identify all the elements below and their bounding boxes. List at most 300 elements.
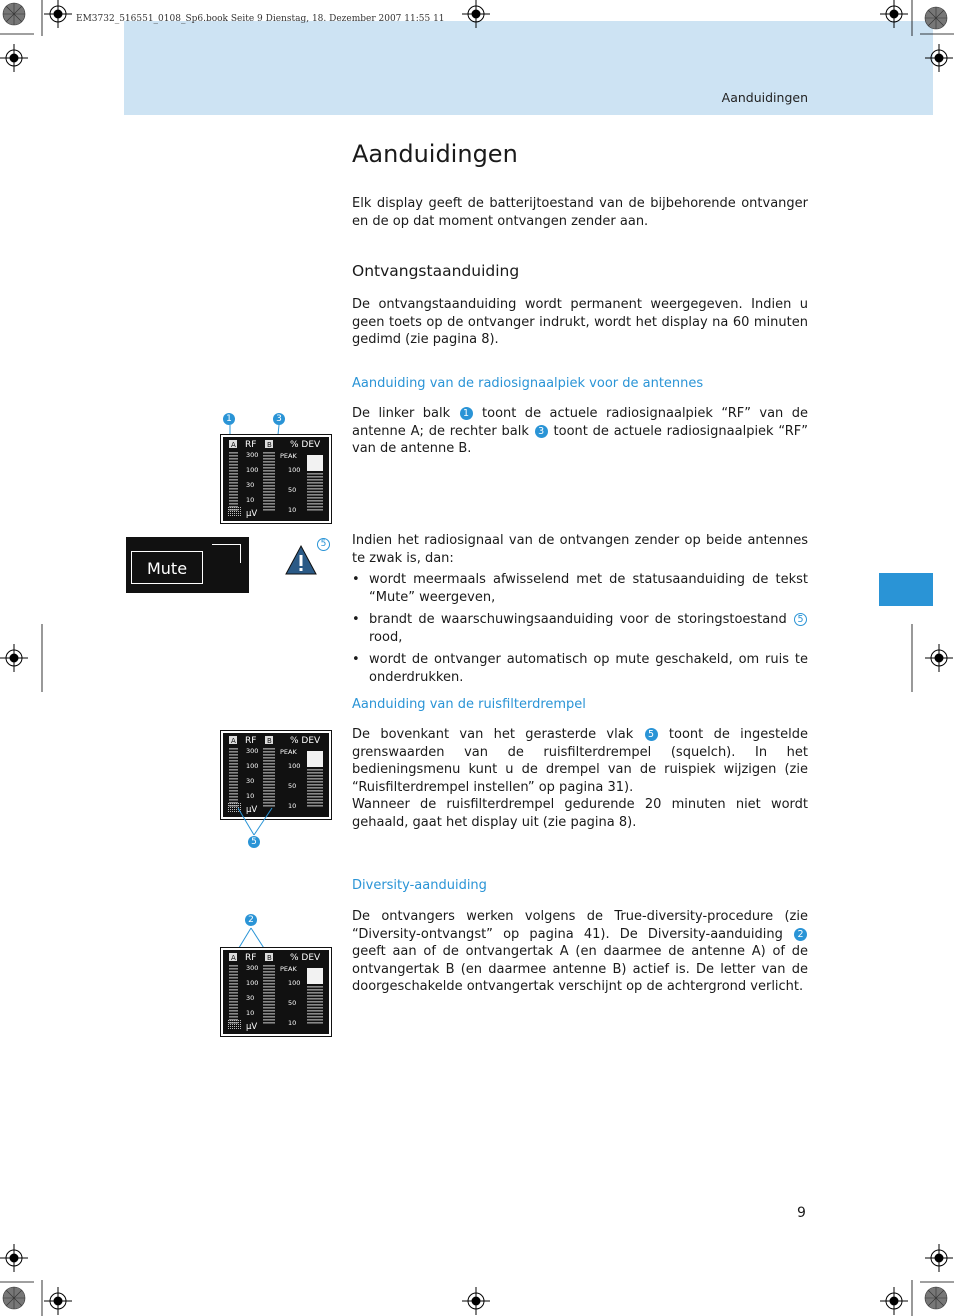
squelch-dot — [234, 1020, 235, 1021]
rf-tick-label: 10 — [246, 1009, 255, 1017]
dev-bar-segment — [307, 479, 323, 481]
rf-tick-label: 30 — [246, 481, 255, 489]
squelch-dot — [240, 807, 241, 808]
rf-bar-a-segment — [229, 500, 238, 502]
squelch-dot — [232, 515, 233, 516]
unit-label: µV — [246, 1022, 258, 1032]
squelch-dot — [234, 509, 235, 510]
rf-bar-a-segment — [229, 799, 238, 801]
squelch-dot — [240, 511, 241, 512]
dev-tick-label: 100 — [288, 979, 301, 987]
rf-bar-b-segment — [263, 455, 275, 457]
dev-bar-segment — [307, 796, 323, 798]
intro-paragraph: Elk display geeft de batterijtoestand van de bijbehorende ontvanger en de op dat moment ontvangen zender aan. — [352, 196, 808, 229]
squelch-dot — [230, 507, 231, 508]
squelch-dot — [234, 803, 235, 804]
rf-bar-b-segment — [263, 995, 275, 997]
dev-bar-segment — [307, 775, 323, 777]
rf-bar-a-segment — [229, 772, 238, 774]
rf-bar-a-segment — [229, 989, 238, 991]
rf-bar-a-segment — [229, 971, 238, 973]
rf-tick-label: 300 — [246, 964, 259, 972]
rf-bar-a-segment — [229, 992, 238, 994]
weak-signal-list — [352, 571, 808, 692]
squelch-dot — [230, 803, 231, 804]
rf-bar-b-segment — [263, 476, 275, 478]
squelch-dot — [228, 1028, 229, 1029]
dev-bar-segment — [307, 485, 323, 487]
callout-5-icon: 5 — [794, 613, 807, 626]
dev-bar-segment — [307, 790, 323, 792]
squelch-dot — [238, 805, 239, 806]
rf-bar-b-segment — [263, 500, 275, 502]
rf-bar-a-segment — [229, 787, 238, 789]
squelch-dot — [228, 809, 229, 810]
dev-bar-segment — [307, 491, 323, 493]
squelch-dot — [236, 515, 237, 516]
squelch-dot — [234, 515, 235, 516]
squelch-dot — [232, 513, 233, 514]
rf-bar-a-segment — [229, 784, 238, 786]
callout-2-icon: 2 — [245, 914, 257, 926]
dev-bar-segment — [307, 787, 323, 789]
squelch-dot — [228, 805, 229, 806]
dev-bar-segment — [307, 802, 323, 804]
rf-bar-b-segment — [263, 784, 275, 786]
rf-bar-a-segment — [229, 796, 238, 798]
squelch-dot — [230, 1024, 231, 1025]
squelch-dot — [232, 511, 233, 512]
rf-bar-a-segment — [229, 778, 238, 780]
rf-bar-a-segment — [229, 995, 238, 997]
squelch-dot — [228, 1022, 229, 1023]
dev-bar-segment — [307, 1022, 323, 1024]
squelch-dot — [234, 507, 235, 508]
rf-label: RF — [245, 440, 257, 450]
dev-bar-segment — [307, 506, 323, 508]
dev-bar-segment — [307, 1001, 323, 1003]
squelch-dot — [230, 509, 231, 510]
callout-1-icon: 1 — [223, 413, 235, 425]
rf-bar-a-segment — [229, 793, 238, 795]
dev-bar-segment — [307, 494, 323, 496]
rf-bar-b-segment — [263, 760, 275, 762]
squelch-dot — [234, 807, 235, 808]
rf-display-figure-1 — [220, 412, 332, 524]
squelch-dot — [236, 507, 237, 508]
callout-2-icon: 2 — [794, 928, 807, 941]
squelch-dot — [234, 811, 235, 812]
dev-label: % DEV — [290, 440, 321, 450]
rf-bar-b-segment — [263, 796, 275, 798]
squelch-dot — [236, 511, 237, 512]
squelch-dot — [240, 1026, 241, 1027]
squelch-dot — [228, 807, 229, 808]
peak-label: PEAK — [280, 965, 297, 973]
page-number: 9 — [797, 1205, 806, 1221]
callout-1-icon: 1 — [460, 407, 473, 420]
squelch-dot — [232, 1024, 233, 1025]
page-title: Aanduidingen — [352, 140, 518, 168]
rf-bar-b-segment — [263, 998, 275, 1000]
rf-label: RF — [245, 736, 257, 746]
squelch-dot — [230, 807, 231, 808]
callout-3-icon: 3 — [273, 413, 285, 425]
rf-bar-b-segment — [263, 461, 275, 463]
dev-bar-segment — [307, 1019, 323, 1021]
squelch-dot — [228, 1024, 229, 1025]
squelch-dot — [238, 1024, 239, 1025]
mute-frame-corner — [212, 544, 241, 563]
dev-bar-segment — [307, 503, 323, 505]
rf-bar-a-segment — [229, 986, 238, 988]
rf-display-figure-2 — [220, 708, 332, 853]
squelch-dot — [236, 513, 237, 514]
rf-bar-b-segment — [263, 757, 275, 759]
dev-bar-segment — [307, 1007, 323, 1009]
rf-bar-a-segment — [229, 977, 238, 979]
squelch-dot — [240, 805, 241, 806]
rf-bar-b-segment — [263, 482, 275, 484]
squelch-dot — [232, 507, 233, 508]
dev-bar-segment — [307, 805, 323, 807]
squelch-dot — [230, 1026, 231, 1027]
rf-bar-b-segment — [263, 775, 275, 777]
rf-bar-a-segment — [229, 461, 238, 463]
rf-bar-b-segment — [263, 470, 275, 472]
rf-bar-a-segment — [229, 1016, 238, 1018]
dev-bar-segment — [307, 995, 323, 997]
dev-bar-segment — [307, 793, 323, 795]
squelch-dot — [236, 811, 237, 812]
squelch-dot — [234, 1022, 235, 1023]
rf-bar-a-segment — [229, 1010, 238, 1012]
squelch-dot — [238, 507, 239, 508]
diversity-paragraph: De ontvangers werken volgens de True-diversity-procedure (zie “Diversity-ontvangst” op pagina 41). De Diversity-aanduiding 2 geeft aan of de ontvangertak A (en daarmee de antenne A) of de ontvangertak B (en daarmee antenne B) actief is. De letter van de doorgeschakelde ontvangertak verschijnt op de achtergrond verlicht. — [352, 909, 808, 995]
callout-5-icon: 5 — [645, 728, 658, 741]
squelch-dot — [232, 1020, 233, 1021]
section-paragraph: De ontvangstaanduiding wordt permanent weergegeven. Indien u geen toets op de ontvanger indrukt, wordt het display na 60 minuten gedimd (zie pagina 8). — [352, 297, 808, 348]
rf-bar-b-segment — [263, 986, 275, 988]
rf-bar-a-segment — [229, 968, 238, 970]
rf-bar-b-segment — [263, 467, 275, 469]
squelch-dot — [228, 1026, 229, 1027]
squelch-dot — [234, 511, 235, 512]
rf-bar-a-segment — [229, 1001, 238, 1003]
rf-bar-b-segment — [263, 799, 275, 801]
dev-bar-segment — [307, 497, 323, 499]
dev-label: % DEV — [290, 736, 321, 746]
rf-bar-b-segment — [263, 748, 275, 750]
list-item: • brandt de waarschuwingsaanduiding voor de storingstoestand 5 rood, — [352, 611, 808, 646]
dev-bar-segment — [307, 1010, 323, 1012]
section-title: Ontvangstaanduiding — [352, 262, 520, 280]
rf-bar-a-segment — [229, 766, 238, 768]
squelch-dot — [230, 1022, 231, 1023]
squelch-dot — [232, 803, 233, 804]
squelch-dot — [234, 513, 235, 514]
dev-bar-segment — [307, 998, 323, 1000]
rf-bar-b-segment — [263, 506, 275, 508]
squelch-dot — [230, 809, 231, 810]
dev-bar-segment — [307, 781, 323, 783]
dev-label: % DEV — [290, 953, 321, 963]
rf-bar-b-segment — [263, 980, 275, 982]
dev-tick-label: 10 — [288, 1019, 297, 1027]
antenna-b-label: B — [267, 441, 272, 449]
rf-bar-b-segment — [263, 509, 275, 511]
peak-box — [307, 751, 323, 767]
squelch-dot — [238, 1020, 239, 1021]
rf-bar-b-segment — [263, 751, 275, 753]
dev-bar-segment — [307, 476, 323, 478]
rf-bar-b-segment — [263, 965, 275, 967]
dev-bar-segment — [307, 1004, 323, 1006]
dev-bar-segment — [307, 482, 323, 484]
rf-bar-a-segment — [229, 464, 238, 466]
rf-tick-label: 100 — [246, 466, 259, 474]
rf-bar-b-segment — [263, 754, 275, 756]
dev-bar-segment — [307, 784, 323, 786]
rf-label: RF — [245, 953, 257, 963]
rf-bar-b-segment — [263, 464, 275, 466]
dev-bar-segment — [307, 986, 323, 988]
rf-bar-a-segment — [229, 470, 238, 472]
rf-bar-a-segment — [229, 757, 238, 759]
squelch-dot — [236, 1026, 237, 1027]
squelch-dot — [228, 811, 229, 812]
antenna-b-label: B — [267, 737, 272, 745]
squelch-dot — [238, 803, 239, 804]
rf-tick-label: 30 — [246, 777, 255, 785]
callout-3-icon: 3 — [535, 425, 548, 438]
rf-bar-b-segment — [263, 1007, 275, 1009]
squelch-dot — [240, 513, 241, 514]
rf-bar-b-segment — [263, 1004, 275, 1006]
callout-5-icon: 5 — [248, 836, 260, 848]
dev-tick-label: 100 — [288, 466, 301, 474]
rf-bar-a-segment — [229, 790, 238, 792]
squelch-dot — [238, 509, 239, 510]
squelch-dot — [240, 515, 241, 516]
peak-label: PEAK — [280, 748, 297, 756]
squelch-dot — [228, 509, 229, 510]
rf-bar-b-segment — [263, 802, 275, 804]
squelch-dot — [228, 513, 229, 514]
rf-bar-a-segment — [229, 760, 238, 762]
dev-bar-segment — [307, 473, 323, 475]
rf-bar-b-segment — [263, 772, 275, 774]
dev-bar-segment — [307, 778, 323, 780]
peak-label: PEAK — [280, 452, 297, 460]
squelch-dot — [240, 1024, 241, 1025]
peak-box — [307, 455, 323, 471]
dev-tick-label: 50 — [288, 999, 297, 1007]
squelch-dot — [236, 805, 237, 806]
warning-triangle-icon — [284, 544, 318, 576]
squelch-dot — [232, 809, 233, 810]
squelch-dot — [232, 1028, 233, 1029]
rf-bar-b-segment — [263, 983, 275, 985]
rf-bar-a-segment — [229, 488, 238, 490]
squelch-dot — [230, 1028, 231, 1029]
squelch-dot — [232, 1026, 233, 1027]
squelch-dot — [228, 803, 229, 804]
rf-tick-label: 10 — [246, 792, 255, 800]
subheading-squelch: Aanduiding van de ruisfilterdrempel — [352, 697, 586, 712]
dev-tick-label: 100 — [288, 762, 301, 770]
squelch-dot — [234, 1024, 235, 1025]
peak-box — [307, 968, 323, 984]
squelch-dot — [230, 1020, 231, 1021]
running-header: Aanduidingen — [721, 90, 808, 105]
squelch-dot — [230, 515, 231, 516]
rf-bar-b-segment — [263, 1013, 275, 1015]
squelch-dot — [236, 1022, 237, 1023]
rf-bar-a-segment — [229, 974, 238, 976]
squelch-dot — [236, 1028, 237, 1029]
squelch-dot — [236, 1020, 237, 1021]
squelch-dot — [230, 811, 231, 812]
squelch-dot — [236, 1024, 237, 1025]
dev-bar-segment — [307, 769, 323, 771]
rf-bar-a-segment — [229, 476, 238, 478]
squelch-dot — [232, 811, 233, 812]
squelch-dot — [232, 805, 233, 806]
squelch-dot — [234, 805, 235, 806]
rf-bar-b-segment — [263, 968, 275, 970]
rf-bar-b-segment — [263, 1022, 275, 1024]
squelch-dot — [232, 1022, 233, 1023]
rf-bar-a-segment — [229, 485, 238, 487]
rf-bar-a-segment — [229, 1007, 238, 1009]
squelch-dot — [240, 507, 241, 508]
weak-signal-paragraph: Indien het radiosignaal van de ontvangen zender op beide antennes te zwak is, dan: — [352, 533, 808, 566]
rf-bar-a-segment — [229, 754, 238, 756]
rf-bar-b-segment — [263, 989, 275, 991]
rf-bar-b-segment — [263, 974, 275, 976]
antenna-a-label: A — [231, 954, 236, 962]
dev-bar-segment — [307, 500, 323, 502]
list-item: • wordt meermaals afwisselend met de statusaanduiding de tekst “Mute” weergeven, — [352, 571, 808, 606]
dev-bar-segment — [307, 488, 323, 490]
unit-label: µV — [246, 509, 258, 519]
squelch-dot — [230, 513, 231, 514]
list-item: • wordt de ontvanger automatisch op mute geschakeld, om ruis te onderdrukken. — [352, 651, 808, 686]
rf-bar-a-segment — [229, 494, 238, 496]
unit-label: µV — [246, 805, 258, 815]
rf-bar-b-segment — [263, 763, 275, 765]
rf-bar-a-segment — [229, 983, 238, 985]
rf-bar-b-segment — [263, 992, 275, 994]
rf-bar-b-segment — [263, 494, 275, 496]
rf-bar-b-segment — [263, 491, 275, 493]
squelch-dot — [232, 509, 233, 510]
rf-bar-b-segment — [263, 458, 275, 460]
rf-bar-a-segment — [229, 781, 238, 783]
rf-bar-a-segment — [229, 980, 238, 982]
rf-bar-b-segment — [263, 977, 275, 979]
rf-tick-label: 300 — [246, 451, 259, 459]
rf-bar-b-segment — [263, 497, 275, 499]
squelch-dot — [238, 1026, 239, 1027]
rf-bar-b-segment — [263, 769, 275, 771]
rf-bar-b-segment — [263, 766, 275, 768]
squelch-dot — [232, 807, 233, 808]
dev-bar-segment — [307, 799, 323, 801]
rf-peak-paragraph: De linker balk 1 toont de actuele radiosignaalpiek “RF” van de antenne A; de rechter balk 3 toont de actuele radiosignaalpiek “RF” van de antenne B. — [352, 406, 808, 457]
rf-bar-a-segment — [229, 467, 238, 469]
rf-tick-label: 100 — [246, 979, 259, 987]
rf-bar-b-segment — [263, 778, 275, 780]
dev-bar-segment — [307, 1016, 323, 1018]
rf-bar-b-segment — [263, 971, 275, 973]
squelch-dot — [238, 511, 239, 512]
rf-bar-a-segment — [229, 473, 238, 475]
squelch-dot — [240, 1028, 241, 1029]
squelch-dot — [238, 811, 239, 812]
rf-bar-b-segment — [263, 473, 275, 475]
mute-label: Mute — [131, 551, 203, 584]
squelch-dot — [234, 1026, 235, 1027]
rf-bar-a-segment — [229, 503, 238, 505]
rf-bar-b-segment — [263, 1016, 275, 1018]
squelch-dot — [228, 1020, 229, 1021]
dev-bar-segment — [307, 1013, 323, 1015]
rf-bar-b-segment — [263, 787, 275, 789]
rf-bar-b-segment — [263, 1010, 275, 1012]
dev-bar-segment — [307, 989, 323, 991]
rf-tick-label: 30 — [246, 994, 255, 1002]
rf-bar-a-segment — [229, 1004, 238, 1006]
antenna-a-label: A — [231, 737, 236, 745]
callout-5-icon: 5 — [317, 538, 330, 551]
rf-bar-a-segment — [229, 775, 238, 777]
dev-tick-label: 50 — [288, 782, 297, 790]
rf-bar-a-segment — [229, 491, 238, 493]
squelch-dot — [240, 509, 241, 510]
squelch-dot — [238, 1022, 239, 1023]
squelch-dot — [240, 1022, 241, 1023]
squelch-dot — [238, 807, 239, 808]
dev-tick-label: 10 — [288, 506, 297, 514]
squelch-dot — [236, 509, 237, 510]
squelch-dot — [238, 515, 239, 516]
rf-bar-b-segment — [263, 790, 275, 792]
rf-bar-b-segment — [263, 793, 275, 795]
rf-bar-b-segment — [263, 503, 275, 505]
squelch-paragraph: De bovenkant van het gerasterde vlak 5 toont de ingestelde grenswaarden van de ruisfilterdrempel (squelch). In het bedieningsmenu kunt u de drempel van de ruispiek wijzigen (zie “Ruisfilterdrempel instellen” op pagina 31). Wanneer de ruisfilterdrempel gedurende 20 minuten niet wordt gehaald, gaat het display uit (zie pagina 8). — [352, 727, 809, 830]
rf-bar-a-segment — [229, 479, 238, 481]
rf-bar-b-segment — [263, 479, 275, 481]
rf-bar-b-segment — [263, 1001, 275, 1003]
rf-bar-a-segment — [229, 482, 238, 484]
rf-bar-b-segment — [263, 452, 275, 454]
rf-bar-a-segment — [229, 455, 238, 457]
rf-tick-label: 100 — [246, 762, 259, 770]
squelch-dot — [236, 803, 237, 804]
squelch-dot — [240, 803, 241, 804]
subheading-diversity: Diversity-aanduiding — [352, 878, 487, 893]
squelch-dot — [236, 807, 237, 808]
dev-bar-segment — [307, 509, 323, 511]
rf-bar-b-segment — [263, 1019, 275, 1021]
squelch-dot — [240, 809, 241, 810]
rf-tick-label: 10 — [246, 496, 255, 504]
rf-bar-a-segment — [229, 763, 238, 765]
antenna-a-label: A — [231, 441, 236, 449]
rf-bar-a-segment — [229, 497, 238, 499]
